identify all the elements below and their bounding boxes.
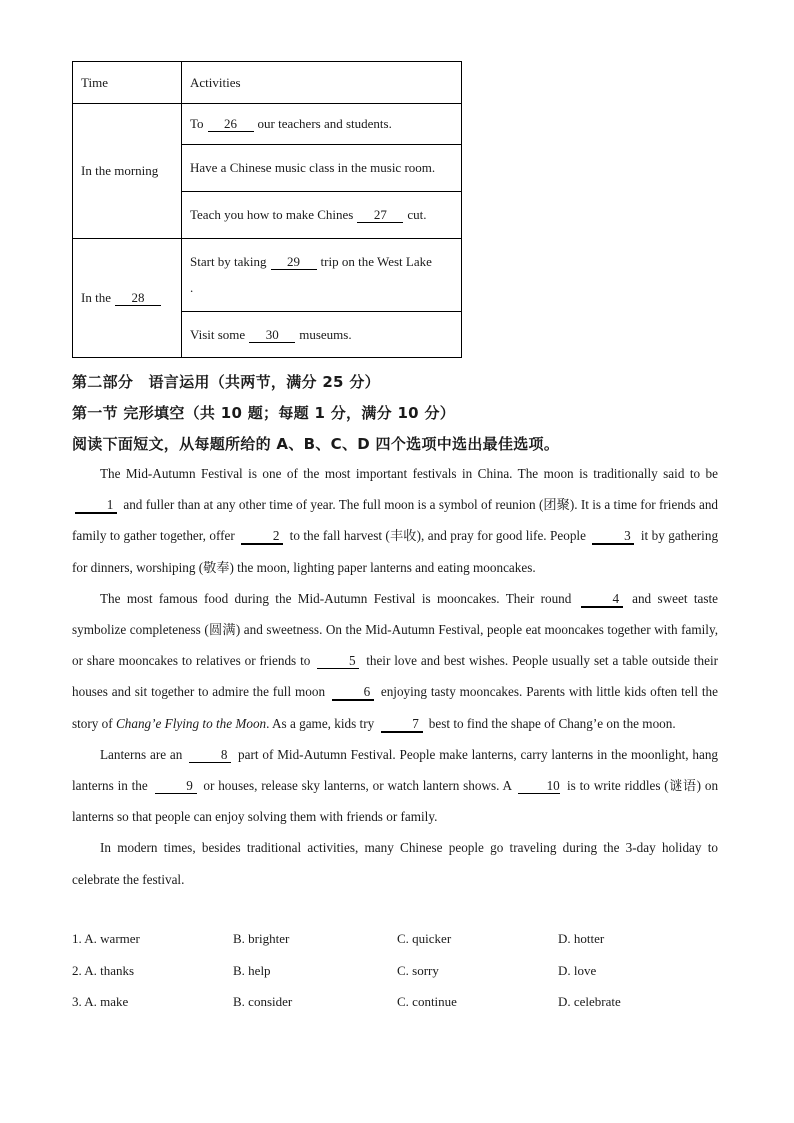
passage-text: their love and best wishes. People usually set a table outside their houses and sit together to admire the full moon bbox=[72, 653, 718, 700]
answer-blank-30: 30 bbox=[249, 328, 295, 343]
activity-text: Start by taking bbox=[190, 254, 267, 269]
activity-cell bbox=[182, 239, 462, 312]
option-a[interactable]: 3. A. make bbox=[72, 994, 129, 1009]
paragraph-1 bbox=[72, 458, 718, 583]
table-row bbox=[73, 239, 462, 312]
option-b[interactable]: B. help bbox=[233, 962, 271, 978]
table-header-row bbox=[73, 62, 462, 104]
table-row bbox=[73, 104, 462, 145]
header-time: Time bbox=[73, 62, 182, 104]
answer-blank-27: 27 bbox=[357, 208, 403, 223]
passage-text: and fuller than at any other time of year. The full moon is a symbol of reunion (团聚). It is a time for friends and family to gather together, offer bbox=[72, 497, 719, 544]
passage-text: . As a game, kids try bbox=[266, 715, 375, 731]
answer-blank-28: 28 bbox=[115, 291, 161, 306]
cloze-blank-6: 6 bbox=[332, 685, 374, 701]
activity-text: our teachers and students. bbox=[257, 116, 392, 131]
afternoon-cell bbox=[73, 239, 182, 358]
paragraph-3 bbox=[72, 739, 718, 833]
activity-text: trip on the West Lake bbox=[320, 254, 432, 269]
passage bbox=[72, 458, 718, 895]
cloze-blank-9: 9 bbox=[155, 779, 197, 794]
activity-text: Teach you how to make Chines bbox=[190, 207, 354, 222]
cloze-blank-7: 7 bbox=[381, 717, 423, 733]
activity-cell bbox=[182, 312, 462, 358]
morning-cell: In the morning bbox=[73, 104, 182, 239]
option-b[interactable]: B. consider bbox=[233, 994, 293, 1009]
option-c[interactable]: C. sorry bbox=[397, 962, 439, 978]
activity-text: museums. bbox=[299, 326, 352, 342]
cloze-blank-10: 10 bbox=[518, 779, 560, 794]
header-activities: Activities bbox=[182, 62, 462, 104]
passage-text: Lanterns are an bbox=[100, 746, 183, 762]
paragraph-2 bbox=[72, 583, 718, 739]
schedule-table bbox=[72, 61, 462, 358]
passage-text: best to find the shape of Chang’e on the moon. bbox=[428, 715, 676, 731]
option-a[interactable]: 2. A. thanks bbox=[72, 962, 135, 978]
passage-text: is to write riddles (谜语) on lanterns so that people can enjoy solving them with friends or family. bbox=[72, 778, 719, 825]
answer-blank-29: 29 bbox=[271, 255, 317, 270]
option-d[interactable]: D. love bbox=[558, 962, 597, 978]
option-row-3 bbox=[72, 994, 722, 1026]
option-c[interactable]: C. continue bbox=[397, 994, 457, 1009]
cloze-blank-8: 8 bbox=[189, 748, 231, 763]
activity-text: cut. bbox=[407, 207, 427, 222]
passage-text: to the fall harvest (丰收), and pray for good life. People bbox=[289, 528, 586, 544]
story-title: Chang’e Flying to the Moon bbox=[115, 715, 267, 731]
part-heading: 第二部分 语言运用（共两节，满分 25 分） bbox=[72, 373, 380, 391]
passage-text: or houses, release sky lanterns, or watch lantern shows. A bbox=[203, 778, 512, 794]
cloze-blank-2: 2 bbox=[241, 529, 283, 545]
passage-text: and sweet taste symbolize completeness (圆满) and sweetness. On the Mid-Autumn Festival, people eat mooncakes together with family, or share mooncakes to relatives or friends to bbox=[72, 590, 719, 669]
paragraph-4: In modern times, besides traditional activities, many Chinese people go traveling during the 3-day holiday to celebrate the festival. bbox=[72, 840, 718, 887]
option-a[interactable]: 1. A. warmer bbox=[72, 931, 140, 946]
passage-text: part of Mid-Autumn Festival. People make lanterns, carry lanterns in the moonlight, hang lanterns in the bbox=[72, 746, 719, 794]
option-b[interactable]: B. brighter bbox=[233, 931, 290, 946]
answer-options bbox=[72, 931, 722, 1026]
cloze-blank-1: 1 bbox=[75, 498, 117, 514]
activity-cell: Have a Chinese music class in the music room. bbox=[182, 145, 462, 192]
cloze-blank-5: 5 bbox=[317, 654, 359, 669]
activity-text: Visit some bbox=[190, 326, 246, 342]
passage-text: it by gathering for dinners, worshiping (敬奉) the moon, lighting paper lanterns and eating mooncakes. bbox=[72, 528, 719, 575]
section-heading: 第一节 完形填空（共 10 题；每题 1 分，满分 10 分） bbox=[72, 404, 456, 422]
instruction-heading: 阅读下面短文，从每题所给的 A、B、C、D 四个选项中选出最佳选项。 bbox=[72, 435, 560, 453]
option-d[interactable]: D. hotter bbox=[558, 931, 605, 946]
activity-cell bbox=[182, 104, 462, 145]
option-d[interactable]: D. celebrate bbox=[558, 994, 621, 1009]
activity-cell bbox=[182, 192, 462, 239]
option-c[interactable]: C. quicker bbox=[397, 931, 452, 946]
option-row-1 bbox=[72, 931, 722, 963]
option-row-2 bbox=[72, 963, 722, 995]
activity-text: To bbox=[190, 116, 204, 131]
cloze-blank-3: 3 bbox=[592, 529, 634, 545]
passage-text: The most famous food during the Mid-Autumn Festival is mooncakes. Their round bbox=[100, 590, 572, 606]
cloze-blank-4: 4 bbox=[581, 592, 623, 608]
afternoon-label: In the bbox=[81, 290, 111, 305]
answer-blank-26: 26 bbox=[208, 117, 254, 132]
activity-tail: . bbox=[190, 280, 194, 295]
passage-text: enjoying tasty mooncakes. Parents with little kids often tell the story of bbox=[72, 684, 718, 731]
passage-text: The Mid-Autumn Festival is one of the most important festivals in China. The moon is traditionally said to be bbox=[100, 466, 718, 481]
